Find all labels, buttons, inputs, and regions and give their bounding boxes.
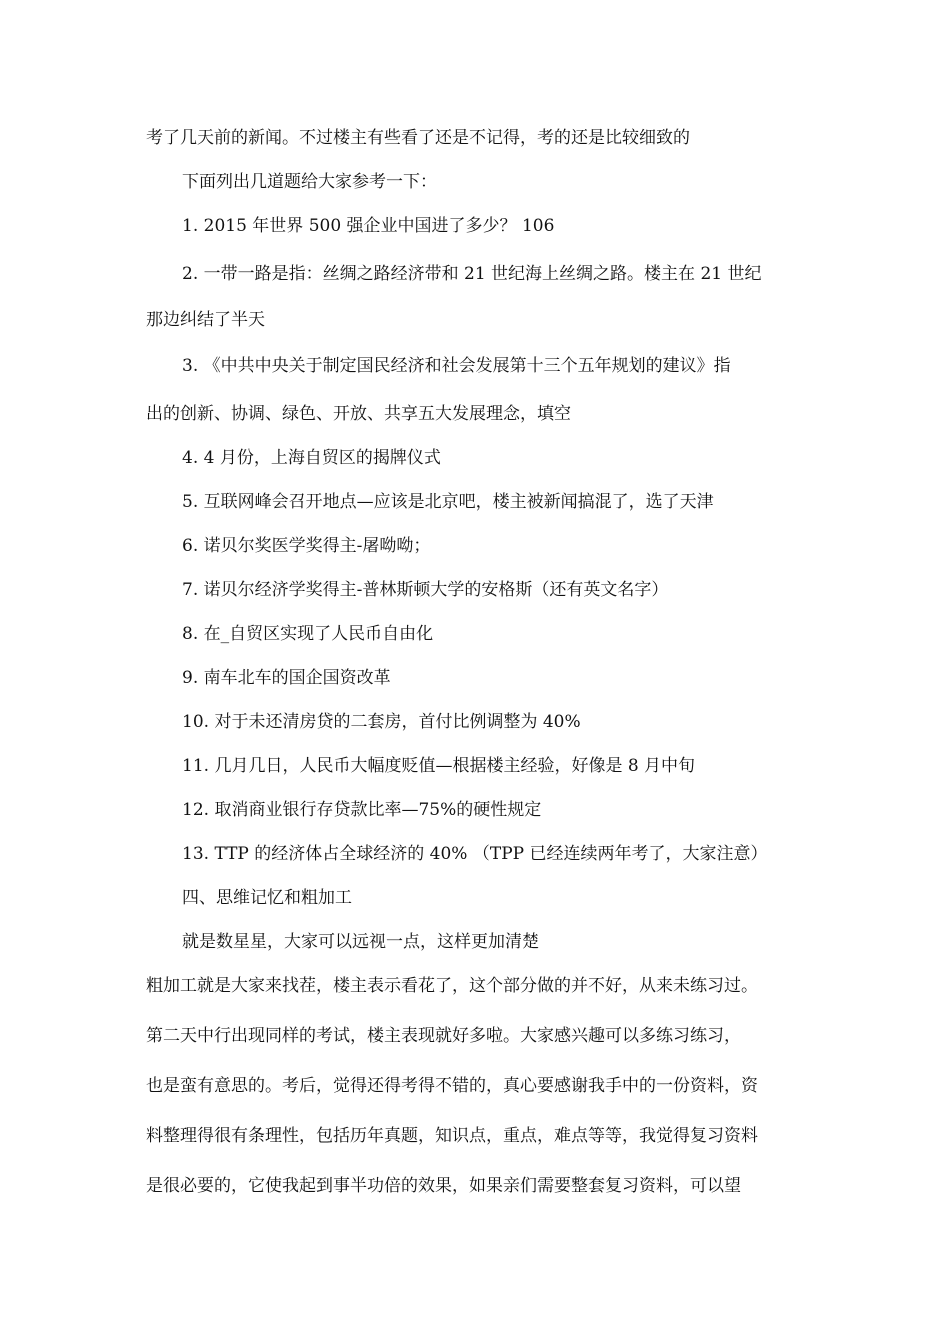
list-item: 5. 互联网峰会召开地点—应该是北京吧，楼主被新闻搞混了，选了天津 — [182, 492, 714, 512]
section-heading: 四、思维记忆和粗加工 — [182, 888, 352, 908]
list-item: 3. 《中共中央关于制定国民经济和社会发展第十三个五年规划的建议》指 — [182, 356, 731, 376]
list-item: 13. TTP 的经济体占全球经济的 40% （TPP 已经连续两年考了，大家注意） — [182, 844, 768, 864]
list-item: 12. 取消商业银行存贷款比率—75%的硬性规定 — [182, 800, 542, 820]
paragraph-line: 下面列出几道题给大家参考一下： — [182, 172, 437, 192]
list-item: 11. 几月几日，人民币大幅度贬值—根据楼主经验，好像是 8 月中旬 — [182, 756, 696, 776]
paragraph-line: 那边纠结了半天 — [146, 310, 265, 330]
list-item: 7. 诺贝尔经济学奖得主-普林斯顿大学的安格斯（还有英文名字） — [182, 580, 669, 600]
list-item: 4. 4 月份，上海自贸区的揭牌仪式 — [182, 448, 441, 468]
list-item: 9. 南车北车的国企国资改革 — [182, 668, 391, 688]
list-item: 6. 诺贝尔奖医学奖得主-屠呦呦； — [182, 536, 431, 556]
paragraph-line: 是很必要的，它使我起到事半功倍的效果，如果亲们需要整套复习资料，可以望 — [146, 1176, 741, 1196]
list-item: 1. 2015 年世界 500 强企业中国进了多少？ 106 — [182, 216, 555, 236]
paragraph-line: 粗加工就是大家来找茬，楼主表示看花了，这个部分做的并不好，从来未练习过。 — [146, 976, 758, 996]
paragraph-line: 考了几天前的新闻。不过楼主有些看了还是不记得，考的还是比较细致的 — [146, 128, 690, 148]
paragraph-line: 就是数星星，大家可以远视一点，这样更加清楚 — [182, 932, 539, 952]
paragraph-line: 料整理得很有条理性，包括历年真题，知识点，重点，难点等等，我觉得复习资料 — [146, 1126, 758, 1146]
list-item: 8. 在_自贸区实现了人民币自由化 — [182, 624, 434, 644]
paragraph-line: 第二天中行出现同样的考试，楼主表现就好多啦。大家感兴趣可以多练习练习， — [146, 1026, 741, 1046]
list-item: 2. 一带一路是指：丝绸之路经济带和 21 世纪海上丝绸之路。楼主在 21 世纪 — [182, 264, 762, 284]
paragraph-line: 也是蛮有意思的。考后，觉得还得考得不错的，真心要感谢我手中的一份资料，资 — [146, 1076, 758, 1096]
paragraph-line: 出的创新、协调、绿色、开放、共享五大发展理念，填空 — [146, 404, 571, 424]
list-item: 10. 对于未还清房贷的二套房，首付比例调整为 40% — [182, 712, 581, 732]
